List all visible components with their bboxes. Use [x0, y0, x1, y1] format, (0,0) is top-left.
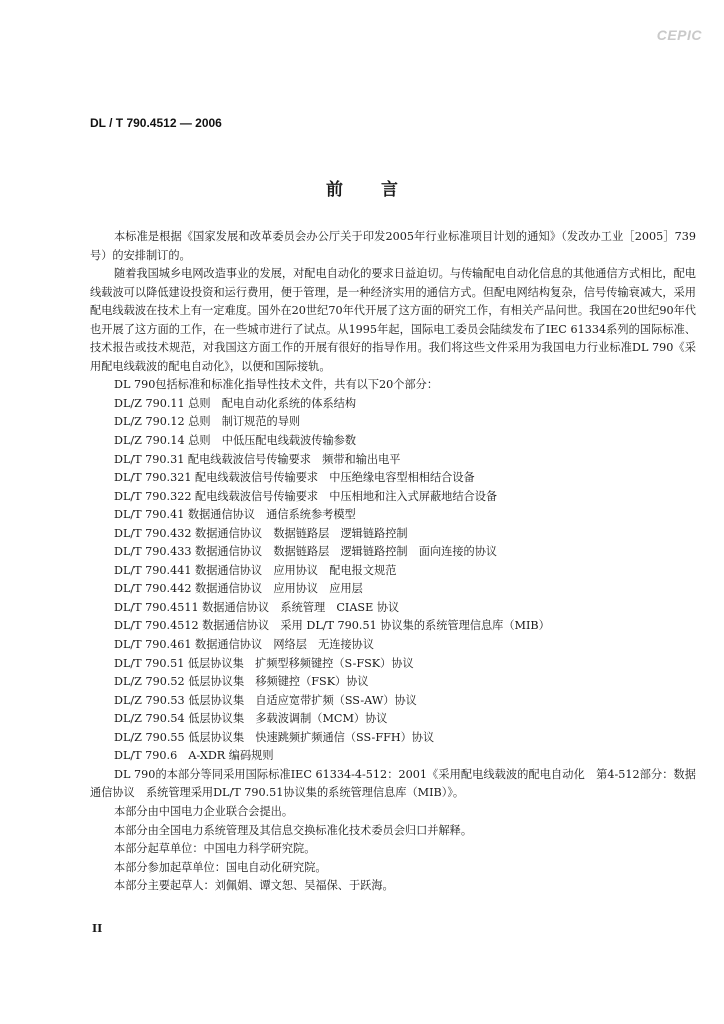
list-item: DL/T 790.4511 数据通信协议 系统管理 CIASE 协议: [114, 600, 400, 614]
list-item: DL/T 790.6 A-XDR 编码规则: [114, 749, 274, 763]
list-item: DL/Z 790.55 低层协议集 快速跳频扩频通信（SS-FFH）协议: [114, 730, 435, 744]
list-item: DL/T 790.441 数据通信协议 应用协议 配电报文规范: [114, 563, 397, 577]
paragraph-proposer: 本部分由中国电力企业联合会提出。: [114, 804, 294, 818]
list-item: DL/T 790.322 配电线载波信号传输要求 中压相地和注入式屏蔽地结合设备: [114, 489, 498, 503]
list-item: DL/Z 790.14 总则 中低压配电线载波传输参数: [114, 434, 357, 448]
list-item: DL/Z 790.54 低层协议集 多载波调制（MCM）协议: [114, 712, 388, 726]
cepic-watermark: CEPIC: [656, 27, 702, 43]
list-item: DL/T 790.433 数据通信协议 数据链路层 逻辑链路控制 面向连接的协议: [114, 545, 498, 559]
paragraph-participating-unit: 本部分参加起草单位：国电自动化研究院。: [114, 860, 327, 874]
paragraph-parts-intro: DL 790包括标准和标准化指导性技术文件，共有以下20个部分：: [114, 378, 439, 392]
list-item: DL/T 790.51 低层协议集 扩频型移频键控（S-FSK）协议: [114, 656, 414, 670]
list-item: DL/Z 790.11 总则 配电自动化系统的体系结构: [114, 396, 357, 410]
paragraph-drafting-unit: 本部分起草单位：中国电力科学研究院。: [114, 842, 316, 856]
list-item: DL/Z 790.52 低层协议集 移频键控（FSK）协议: [114, 675, 369, 689]
list-item: DL/T 790.321 配电线载波信号传输要求 中压绝缘电容型相相结合设备: [114, 471, 475, 485]
paragraph-basis: 本标准是根据《国家发展和改革委员会办公厅关于印发2005年行业标准项目计划的通知》（发改办工业［2005］739号）的安排制订的。: [90, 230, 696, 262]
list-item: DL/Z 790.53 低层协议集 自适应宽带扩频（SS-AW）协议: [114, 693, 417, 707]
list-item: DL/T 790.4512 数据通信协议 采用 DL/T 790.51 协议集的系统管理信息库（MIB）: [114, 619, 550, 633]
document-code-header: DL / T 790.4512 — 2006: [90, 116, 222, 130]
list-item: DL/T 790.432 数据通信协议 数据链路层 逻辑链路控制: [114, 526, 408, 540]
paragraph-drafters: 本部分主要起草人：刘佩娟、谭文恕、吴福保、于跃海。: [114, 879, 394, 893]
paragraph-adoption: DL 790的本部分等同采用国际标准IEC 61334-4-512：2001《采用配电线载波的配电自动化 第4-512部分：数据通信协议 系统管理采用DL/T 790.51协议集的系统管理信息库（MIB）》。: [90, 767, 696, 800]
list-item: DL/T 790.31 配电线载波信号传输要求 频带和输出电平: [114, 452, 401, 466]
parts-list: [90, 395, 696, 766]
list-item: DL/T 790.41 数据通信协议 通信系统参考模型: [114, 508, 356, 522]
page-title: 前言: [326, 180, 436, 200]
list-item: DL/T 790.442 数据通信协议 应用协议 应用层: [114, 582, 363, 596]
list-item: DL/Z 790.12 总则 制订规范的导则: [114, 415, 301, 429]
list-item: DL/T 790.461 数据通信协议 网络层 无连接协议: [114, 638, 375, 652]
foreword-body: [90, 228, 696, 896]
page-number: II: [92, 922, 103, 935]
paragraph-administrator: 本部分由全国电力系统管理及其信息交换标准化技术委员会归口并解释。: [114, 823, 473, 837]
paragraph-background: 随着我国城乡电网改造事业的发展，对配电自动化的要求日益迫切。与传输配电自动化信息的其他通信方式相比，配电线载波可以降低建设投资和运行费用，便于管理，是一种经济实用的通信方式。但配电网结构复杂，信号传输衰减大，采用配电线载波在技术上有一定难度。国外在20世纪70年代开展了这方面的研究工作，有相关产品问世。我国在20世纪90年代也开展了这方面的工作，在一些城市进行了试点。从1995年起，国际电工委员会陆续发布了IEC 61334系列的国际标准、技术报告或技术规范，对我国这方面工作的开展有很好的指导作用。我们将这些文件采用为我国电力行业标准DL 790《采用配电线载波的配电自动化》，以便和国际接轨。: [90, 267, 696, 373]
